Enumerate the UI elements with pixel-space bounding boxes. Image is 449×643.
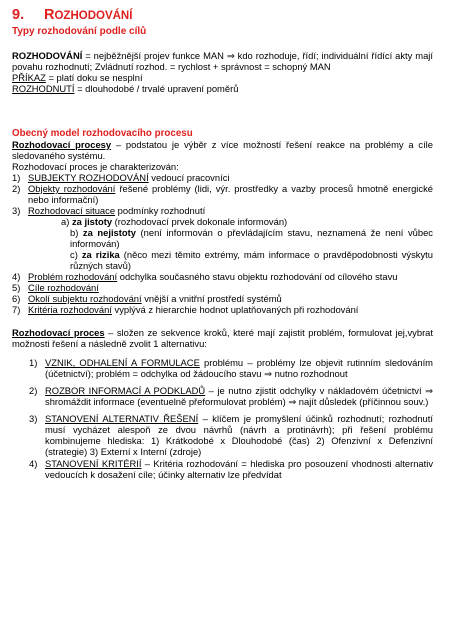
chapter-heading [12,6,433,25]
list-item: 4) Problém rozhodování odchylka současného stavu objektu rozhodování od cílového stavu [12,271,398,282]
model-list [12,172,433,216]
term: PŘÍKAZ [12,72,46,83]
definition-rozhodovani [12,50,433,72]
list-item: 5) Cíle rozhodování [12,282,99,293]
chapter-number: 9. [12,7,25,23]
list-item: 1) SUBJEKTY ROZHODOVÁNÍ vedoucí pracovníci [12,172,230,183]
definition-rozhodnuti [12,83,433,94]
term: Rozhodovací procesy [12,139,112,150]
definition-text: = nejběžnější projev funkce MAN ⇒ kdo rozhoduje, řídí; individuální řídící akty mají povahu rozhodnutí; Zvládnutí rozhod. = rychlost + správnost = schopný MAN [12,50,433,72]
sub-item-b: b) za nejistoty (není informován o převládajícím stavu, neznamená že není vůbec informován) [70,227,433,249]
process-text: – složen ze sekvence kroků, které mají zajistit problém, formulovat jej,vybrat možnosti řešení a následně zvolit 1 alternativu: [12,327,434,349]
sub-item-c: c) za rizika (něco mezi těmito extrémy, mám informace o pravděpodobnosti výskytu různých stavů) [70,249,433,271]
term: ROZHODNUTÍ [12,83,75,94]
process-step: 2) ROZBOR INFORMACÍ A PODKLADŮ – je nutno zjistit odchylky v nákladovém účetnictví ⇒ shromáždit informace (eventuelně přeformulovat problém) ⇒ najít důsledek (příčinnou souv.) [29,385,433,407]
chapter-title-initial: R [44,7,55,23]
process-intro [12,327,433,349]
list-item: 2) Objekty rozhodování řešené problémy (lidi, výr. prostředky a vazby procesů hmotně energické nebo informační) [12,183,433,205]
list-item: 3) Rozhodovací situace podmínky rozhodnutí [12,205,206,216]
term: Rozhodovací proces [12,327,105,338]
section-heading-model: Obecný model rozhodovacího procesu [12,128,193,139]
section-subtitle: Typy rozhodování podle cílů [12,26,147,37]
process-step: 3) STANOVENÍ ALTERNATIV ŘEŠENÍ – klíčem je promyšlení účinků rozhodnutí; rozhodnutí musí vycházet alespoň ze dvou návrhů (návrh a protinávrh); při řešení problému kombinujeme hlediska: 1) Krátkodobé x Dlouhodobé (čas) 2) Ofenzivní x Defenzivní (strategie) 3) Externí x Interní (zdroje) [29,413,433,457]
intro-text: – podstatou je výběr z více možností řešení reakce na problémy a cíle sledovaného systému. [12,139,433,161]
term: ROZHODOVÁNÍ [12,50,83,61]
sub-item-a: a) za jistoty (rozhodovací prvek dokonale informován) [61,216,288,227]
model-intro [12,139,433,161]
chapter-title-rest: OZHODOVÁNÍ [54,10,133,22]
definition-prikaz [12,72,433,83]
model-char-line: Rozhodovací proces je charakterizován: [12,161,179,172]
definition-text: = dlouhodobé / trvalé upravení poměrů [74,83,239,94]
process-step: 1) VZNIK, ODHALENÍ A FORMULACE problému – problémy lze objevit rutinním sledováním (účetnictví); problém = odchylka od žádoucího stavu ⇒ nutno rozhodnout [29,357,433,379]
process-step: 4) STANOVENÍ KRITÉRIÍ – Kritéria rozhodování = hlediska pro posouzení vhodnosti alternativ vedoucích k dosažení cíle; účinky alternativ lze předvídat [29,458,434,480]
definition-text: = platí doku se nesplní [45,72,143,83]
list-item: 6) Okolí subjektu rozhodování vnější a vnitřní prostředí systémů [12,293,282,304]
model-list-continued [12,271,433,315]
list-item: 7) Kritéria rozhodování vyplývá z hierarchie hodnot uplatňovaných při rozhodování [12,304,359,315]
